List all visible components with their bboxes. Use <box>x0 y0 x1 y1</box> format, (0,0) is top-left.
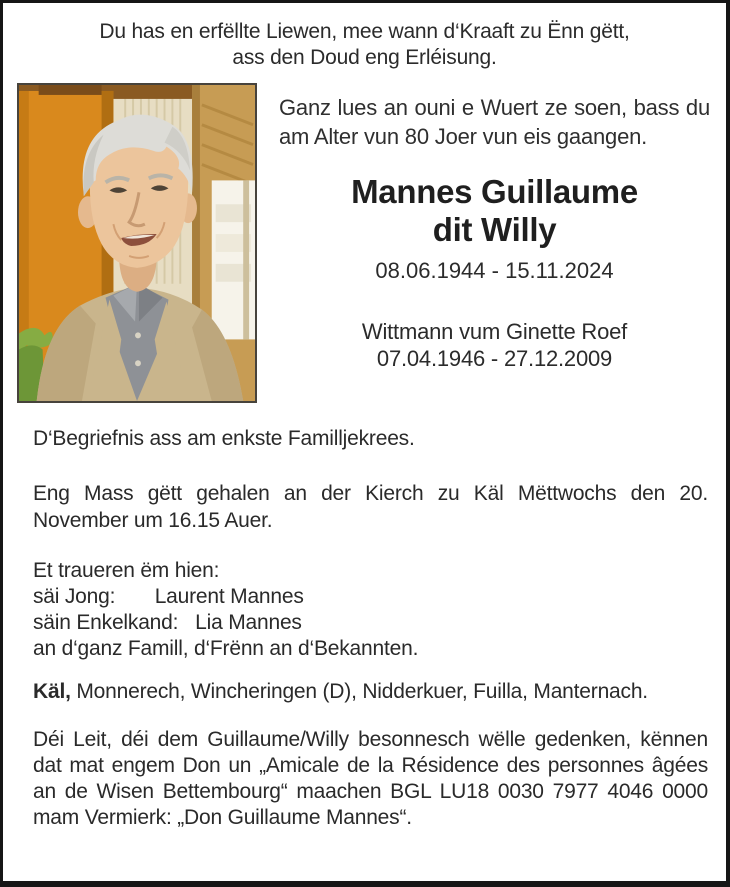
deceased-dates: 08.06.1944 - 15.11.2024 <box>375 258 614 283</box>
places-primary: Käl, <box>33 680 71 703</box>
mass-paragraph: Eng Mass gëtt gehalen an der Kierch zu Käl Mëttwochs den 20. November um 16.15 Auer. <box>33 482 708 532</box>
mourners-intro: Et traueren ëm hien: <box>33 559 220 582</box>
funeral-paragraph: D‘Begriefnis ass am enkste Familljekrees. <box>33 427 415 450</box>
mourner-row-son: säi Jong: Laurent Mannes <box>33 585 304 608</box>
epigraph <box>13 19 716 71</box>
mourner-row-grandchild: säin Enkelkand: Lia Mannes <box>33 611 302 634</box>
epigraph-line-2: ass den Doud eng Erléisung. <box>232 46 497 69</box>
epigraph-line-1: Du has en erfëllte Liewen, mee wann d‘Kraaft zu Ënn gëtt, <box>99 20 630 43</box>
spouse-dates: 07.04.1946 - 27.12.2009 <box>376 346 613 371</box>
places-rest: Monnerech, Wincheringen (D), Nidderkuer, Fuilla, Manternach. <box>70 680 648 703</box>
deceased-name <box>279 173 710 249</box>
deceased-name-line-2: dit Willy <box>432 211 557 248</box>
mourners-block <box>33 558 708 662</box>
places-line <box>33 678 708 705</box>
right-column <box>279 83 710 403</box>
deceased-name-line-1: Mannes Guillaume <box>351 173 638 210</box>
body-text <box>33 425 708 831</box>
spouse-block <box>279 318 710 372</box>
portrait-illustration <box>19 85 255 401</box>
intro-text: Ganz lues an ouni e Wuert ze soen, bass du am Alter vun 80 Joer vun eis gaangen. <box>279 95 710 149</box>
mourners-outro: an d‘ganz Famill, d‘Frënn an d‘Bekannten. <box>33 637 419 660</box>
donation-paragraph: Déi Leit, déi dem Guillaume/Willy besonnesch wëlle gedenken, kënnen dat mat engem Don un „Amicale de la Résidence des personnes âgées an de Wisen Bettembourg“ maachen BGL LU18 0030 7977 4046 0000 mam Vermierk: „Don Guillaume Mannes“. <box>33 728 708 829</box>
portrait-photo <box>17 83 257 403</box>
spouse-line: Wittmann vum Ginette Roef <box>361 319 628 344</box>
top-section <box>17 83 710 403</box>
